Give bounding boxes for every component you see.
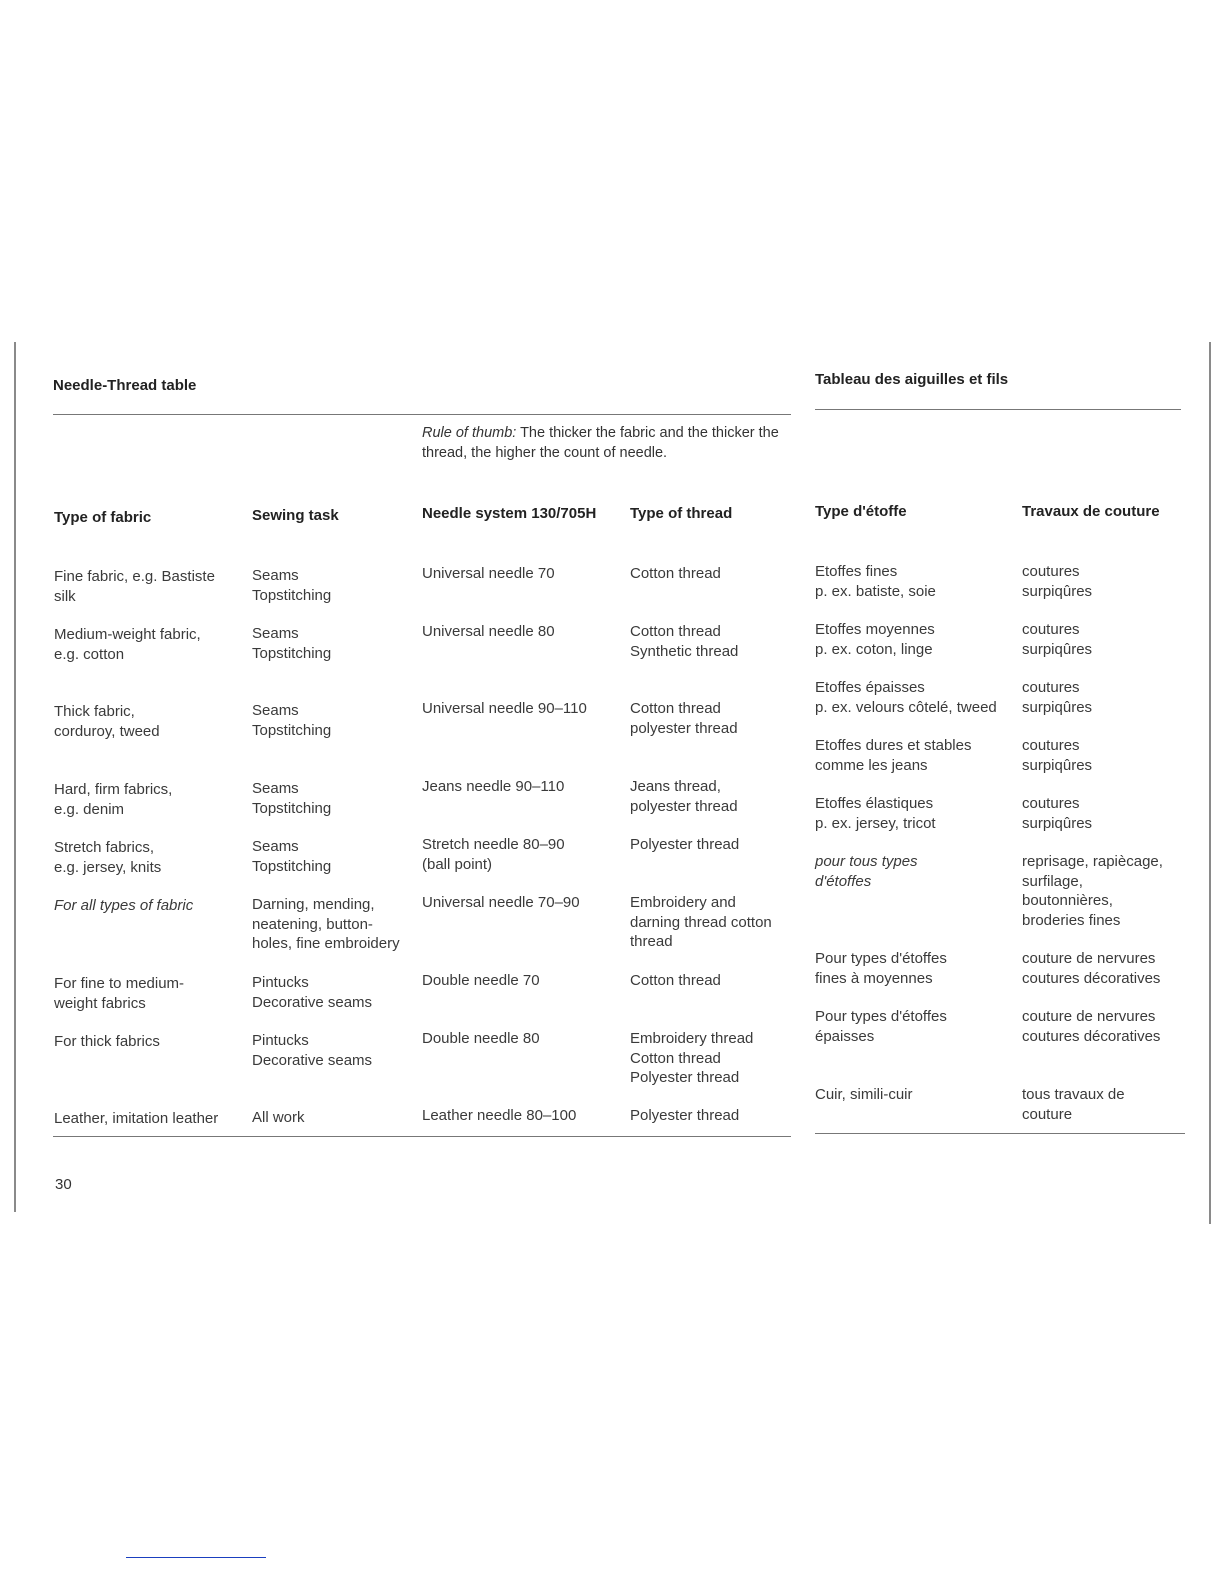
travaux-cell bbox=[1022, 949, 1160, 988]
task-cell-line: Pintucks bbox=[252, 974, 309, 991]
thread-cell-line: Embroidery and bbox=[630, 894, 736, 911]
thread-cell-line: darning thread cotton bbox=[630, 913, 772, 931]
travaux-cell-line: coutures décoratives bbox=[1022, 1027, 1161, 1045]
needle-cell-line: Leather needle 80–100 bbox=[422, 1107, 577, 1124]
thread-cell-line: Polyester thread bbox=[630, 836, 740, 853]
task-cell-line: Seams bbox=[252, 838, 299, 855]
fabric-cell-line: For fine to medium- bbox=[54, 975, 185, 992]
needle-cell bbox=[422, 971, 540, 991]
etoffe-cell-line: d'étoffes bbox=[815, 872, 872, 890]
travaux-cell-line: surpiqûres bbox=[1022, 756, 1093, 774]
etoffe-cell bbox=[815, 562, 936, 601]
task-cell bbox=[252, 837, 331, 876]
fabric-cell-line: weight fabrics bbox=[54, 994, 146, 1012]
fabric-cell bbox=[54, 1109, 218, 1129]
etoffe-cell-line: comme les jeans bbox=[815, 756, 928, 774]
needle-cell-line: Universal needle 70–90 bbox=[422, 894, 580, 911]
etoffe-cell-line: Etoffes élastiques bbox=[815, 795, 934, 812]
etoffe-cell-line: épaisses bbox=[815, 1027, 875, 1045]
thread-cell-line: Jeans thread, bbox=[630, 778, 721, 795]
fabric-cell-line: e.g. denim bbox=[54, 800, 125, 818]
task-cell-line: Topstitching bbox=[252, 721, 332, 739]
travaux-cell-line: coutures bbox=[1022, 795, 1080, 812]
fabric-cell bbox=[54, 567, 215, 606]
thread-cell bbox=[630, 1029, 753, 1088]
task-cell-line: Seams bbox=[252, 702, 299, 719]
top-rule-left bbox=[53, 414, 791, 415]
fabric-cell-line: e.g. cotton bbox=[54, 645, 125, 663]
travaux-cell-line: tous travaux de bbox=[1022, 1086, 1125, 1103]
needle-cell-line: Universal needle 70 bbox=[422, 565, 555, 582]
travaux-cell-line: couture de nervures bbox=[1022, 1008, 1156, 1025]
etoffe-cell-line: p. ex. batiste, soie bbox=[815, 582, 936, 600]
task-cell-line: Seams bbox=[252, 780, 299, 797]
header-type-detoffe: Type d'étoffe bbox=[815, 503, 907, 520]
fabric-cell-line: e.g. jersey, knits bbox=[54, 858, 162, 876]
fabric-cell-line: For all types of fabric bbox=[54, 897, 194, 914]
etoffe-cell-line: pour tous types bbox=[815, 853, 918, 870]
travaux-cell-line: coutures bbox=[1022, 737, 1080, 754]
thread-cell bbox=[630, 777, 738, 816]
needle-cell bbox=[422, 1029, 540, 1049]
needle-cell bbox=[422, 564, 555, 584]
travaux-cell-line: coutures bbox=[1022, 621, 1080, 638]
travaux-cell-line: coutures décoratives bbox=[1022, 969, 1161, 987]
travaux-cell-line: surpiqûres bbox=[1022, 640, 1093, 658]
header-needle-system: Needle system 130/705H bbox=[422, 505, 597, 522]
task-cell-line: Seams bbox=[252, 625, 299, 642]
task-cell bbox=[252, 701, 331, 740]
thread-cell-line: polyester thread bbox=[630, 797, 738, 815]
etoffe-cell bbox=[815, 620, 935, 659]
etoffe-cell-line: Etoffes moyennes bbox=[815, 621, 935, 638]
thread-cell-line: Polyester thread bbox=[630, 1069, 740, 1086]
etoffe-cell-line: Cuir, simili-cuir bbox=[815, 1086, 913, 1103]
thread-cell bbox=[630, 564, 721, 584]
travaux-cell-line: boutonnières, bbox=[1022, 892, 1113, 909]
etoffe-cell bbox=[815, 852, 918, 891]
task-cell bbox=[252, 973, 372, 1012]
needle-cell bbox=[422, 777, 564, 797]
task-cell bbox=[252, 1108, 305, 1128]
rule-of-thumb-text: The thicker the fabric and the thicker the thread, the higher the count of needle. bbox=[422, 425, 779, 461]
fabric-cell-line: Hard, firm fabrics, bbox=[54, 781, 173, 798]
needle-cell-line: Jeans needle 90–110 bbox=[422, 778, 565, 795]
travaux-cell-line: surpiqûres bbox=[1022, 698, 1093, 716]
fabric-cell bbox=[54, 974, 184, 1013]
travaux-cell-line: surfilage, bbox=[1022, 872, 1083, 890]
thread-cell-line: Cotton thread bbox=[630, 1049, 721, 1067]
fabric-cell-line: Fine fabric, e.g. Bastiste bbox=[54, 568, 215, 585]
travaux-cell-line: broderies fines bbox=[1022, 911, 1121, 929]
thread-cell bbox=[630, 893, 772, 952]
needle-cell-line: Universal needle 80 bbox=[422, 623, 555, 640]
task-cell bbox=[252, 1031, 372, 1070]
needle-cell bbox=[422, 835, 565, 874]
needle-cell-line: Double needle 80 bbox=[422, 1030, 540, 1047]
etoffe-cell-line: Etoffes fines bbox=[815, 563, 898, 580]
thread-cell-line: thread bbox=[630, 933, 673, 950]
task-cell bbox=[252, 895, 400, 954]
task-cell-line: Decorative seams bbox=[252, 993, 373, 1011]
thread-cell-line: polyester thread bbox=[630, 719, 738, 737]
page-title-right: Tableau des aiguilles et fils bbox=[815, 371, 1009, 388]
task-cell bbox=[252, 566, 331, 605]
fabric-cell bbox=[54, 896, 193, 916]
needle-cell bbox=[422, 699, 587, 719]
travaux-cell-line: surpiqûres bbox=[1022, 582, 1093, 600]
needle-cell-line: Double needle 70 bbox=[422, 972, 540, 989]
fabric-cell bbox=[54, 1032, 160, 1052]
fabric-cell-line: For thick fabrics bbox=[54, 1033, 160, 1050]
fabric-cell-line: Stretch fabrics, bbox=[54, 839, 155, 856]
header-sewing-task: Sewing task bbox=[252, 507, 339, 524]
task-cell bbox=[252, 624, 331, 663]
fabric-cell-line: Thick fabric, bbox=[54, 703, 135, 720]
needle-cell-line: Stretch needle 80–90 bbox=[422, 836, 565, 853]
header-travaux-de-couture: Travaux de couture bbox=[1022, 503, 1160, 520]
thread-cell-line: Embroidery thread bbox=[630, 1030, 754, 1047]
etoffe-cell-line: Etoffes épaisses bbox=[815, 679, 925, 696]
needle-cell-line: (ball point) bbox=[422, 855, 493, 873]
fabric-cell-line: corduroy, tweed bbox=[54, 722, 160, 740]
needle-cell-line: Universal needle 90–110 bbox=[422, 700, 587, 717]
travaux-cell bbox=[1022, 736, 1092, 775]
rule-of-thumb-label: Rule of thumb: bbox=[422, 425, 517, 441]
fabric-cell bbox=[54, 838, 161, 877]
rule-of-thumb-note bbox=[422, 423, 802, 463]
travaux-cell bbox=[1022, 1085, 1125, 1124]
page-title-left: Needle-Thread table bbox=[53, 377, 197, 394]
scan-edge-right bbox=[1209, 342, 1211, 1224]
task-cell-line: Topstitching bbox=[252, 586, 332, 604]
task-cell-line: All work bbox=[252, 1109, 305, 1126]
thread-cell-line: Cotton thread bbox=[630, 700, 721, 717]
travaux-cell-line: couture de nervures bbox=[1022, 950, 1156, 967]
fabric-cell bbox=[54, 625, 201, 664]
header-type-of-fabric: Type of fabric bbox=[54, 509, 152, 526]
etoffe-cell bbox=[815, 736, 971, 775]
needle-cell bbox=[422, 893, 580, 913]
travaux-cell-line: couture bbox=[1022, 1105, 1073, 1123]
travaux-cell-line: coutures bbox=[1022, 679, 1080, 696]
etoffe-cell bbox=[815, 794, 936, 833]
task-cell bbox=[252, 779, 331, 818]
task-cell-line: Topstitching bbox=[252, 644, 332, 662]
page-number: 30 bbox=[55, 1176, 72, 1193]
bottom-rule-right bbox=[815, 1133, 1185, 1134]
etoffe-cell bbox=[815, 1085, 913, 1105]
etoffe-cell-line: Pour types d'étoffes bbox=[815, 950, 947, 967]
etoffe-cell-line: p. ex. coton, linge bbox=[815, 640, 933, 658]
underline-mark bbox=[126, 1557, 266, 1558]
travaux-cell-line: surpiqûres bbox=[1022, 814, 1093, 832]
fabric-cell bbox=[54, 780, 172, 819]
etoffe-cell bbox=[815, 1007, 947, 1046]
thread-cell bbox=[630, 1106, 739, 1126]
task-cell-line: Seams bbox=[252, 567, 299, 584]
task-cell-line: Topstitching bbox=[252, 799, 332, 817]
thread-cell-line: Polyester thread bbox=[630, 1107, 740, 1124]
travaux-cell bbox=[1022, 852, 1163, 930]
travaux-cell-line: coutures bbox=[1022, 563, 1080, 580]
travaux-cell bbox=[1022, 620, 1092, 659]
etoffe-cell-line: fines à moyennes bbox=[815, 969, 933, 987]
task-cell-line: Pintucks bbox=[252, 1032, 309, 1049]
task-cell-line: neatening, button- bbox=[252, 915, 373, 933]
etoffe-cell-line: p. ex. jersey, tricot bbox=[815, 814, 936, 832]
needle-cell bbox=[422, 1106, 576, 1126]
top-rule-right bbox=[815, 409, 1181, 410]
scan-edge-left bbox=[14, 342, 16, 1212]
thread-cell-line: Cotton thread bbox=[630, 623, 721, 640]
thread-cell-line: Cotton thread bbox=[630, 565, 721, 582]
bottom-rule-left bbox=[53, 1136, 791, 1137]
task-cell-line: Darning, mending, bbox=[252, 896, 375, 913]
fabric-cell-line: silk bbox=[54, 587, 76, 605]
fabric-cell-line: Medium-weight fabric, bbox=[54, 626, 201, 643]
etoffe-cell bbox=[815, 678, 997, 717]
travaux-cell bbox=[1022, 678, 1092, 717]
etoffe-cell-line: Pour types d'étoffes bbox=[815, 1008, 947, 1025]
thread-cell bbox=[630, 622, 738, 661]
travaux-cell-line: reprisage, rapiècage, bbox=[1022, 853, 1163, 870]
task-cell-line: holes, fine embroidery bbox=[252, 935, 400, 952]
task-cell-line: Decorative seams bbox=[252, 1051, 373, 1069]
thread-cell bbox=[630, 971, 721, 991]
travaux-cell bbox=[1022, 794, 1092, 833]
etoffe-cell-line: p. ex. velours côtelé, tweed bbox=[815, 698, 997, 716]
thread-cell-line: Synthetic thread bbox=[630, 642, 739, 660]
thread-cell bbox=[630, 699, 738, 738]
fabric-cell-line: Leather, imitation leather bbox=[54, 1110, 219, 1127]
header-type-of-thread: Type of thread bbox=[630, 505, 733, 522]
thread-cell-line: Cotton thread bbox=[630, 972, 721, 989]
thread-cell bbox=[630, 835, 739, 855]
task-cell-line: Topstitching bbox=[252, 857, 332, 875]
travaux-cell bbox=[1022, 1007, 1160, 1046]
travaux-cell bbox=[1022, 562, 1092, 601]
needle-cell bbox=[422, 622, 555, 642]
etoffe-cell-line: Etoffes dures et stables bbox=[815, 737, 972, 754]
etoffe-cell bbox=[815, 949, 947, 988]
fabric-cell bbox=[54, 702, 160, 741]
